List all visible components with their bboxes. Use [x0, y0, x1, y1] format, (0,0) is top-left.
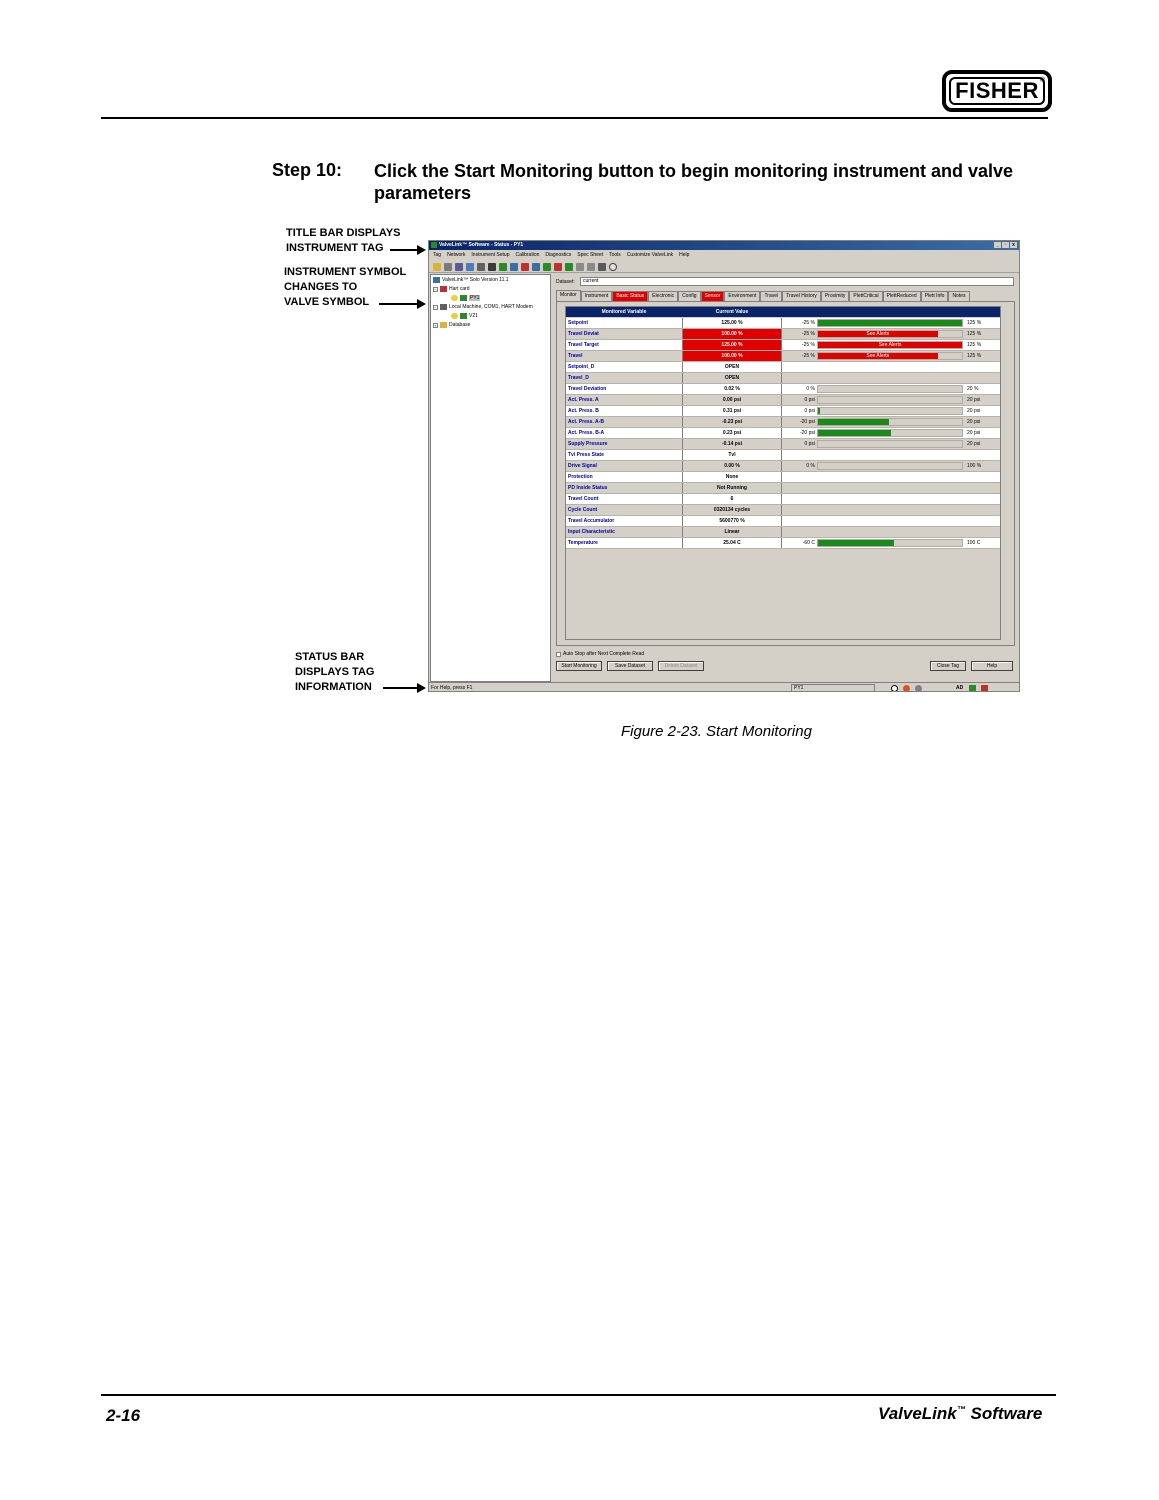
row-range-min: -25 % [801, 320, 815, 326]
table-row [566, 483, 1000, 494]
row-variable-name: Act. Press. B [568, 408, 599, 414]
row-level-fill [818, 419, 889, 425]
tab-plett-reduced[interactable]: PlettReduced [883, 291, 921, 301]
menu-tools[interactable]: Tools [609, 252, 621, 258]
hart-card-icon [440, 286, 447, 292]
status-tag: PY1 [791, 684, 875, 692]
tab-sensor[interactable]: Sensor [701, 291, 725, 301]
callout-arrow [390, 249, 424, 251]
table-row [566, 351, 1000, 362]
row-range-min: -60 C [802, 540, 815, 546]
window-controls [994, 242, 1017, 248]
step-text: Click the Start Monitoring button to begin monitoring instrument and valve parameters [374, 161, 1013, 203]
footer-trademark: ™ [956, 1404, 966, 1415]
computer-icon [433, 277, 440, 283]
row-range-min: 0 psi [804, 441, 815, 447]
callout-status-bar [295, 650, 374, 695]
row-variable-name: PD Inside Status [568, 485, 608, 491]
row-current-value: -0.14 psi [682, 439, 782, 449]
tree-local-machine-label: Local Machine, COM1, HART Modem [449, 304, 533, 310]
row-range-max: 20 psi [967, 419, 981, 425]
menu-spec-sheet[interactable]: Spec Sheet [577, 252, 604, 258]
row-variable-name: Travel Deviation [568, 386, 607, 392]
search-icon[interactable] [532, 263, 540, 271]
row-level-bar [817, 396, 963, 404]
row-alert-text: See Alerts [878, 342, 902, 348]
menu-help[interactable]: Help [679, 252, 690, 258]
tab-environment[interactable]: Environment [724, 291, 760, 301]
tab-config[interactable]: Config [678, 291, 700, 301]
row-level-bar [817, 440, 963, 448]
row-current-value: OPEN [682, 362, 782, 372]
row-variable-name: Supply Pressure [568, 441, 608, 447]
row-variable-name: Act. Press. A [568, 397, 599, 403]
tab-plett-info[interactable]: Plett Info [921, 291, 949, 301]
tree-tag-py1-label: PY1 [470, 295, 480, 301]
tag-tree [430, 274, 551, 682]
tree-tag-py1[interactable] [451, 295, 480, 301]
tab-notes[interactable]: Notes [948, 291, 969, 301]
header-current-value: Current Value [715, 309, 749, 315]
instrument-icon[interactable] [477, 263, 485, 271]
row-level-fill [818, 408, 820, 414]
stopwatch-icon[interactable] [609, 263, 617, 271]
callout-line: STATUS BAR [295, 651, 365, 663]
row-current-value: Tvl [682, 450, 782, 460]
valve-symbol-icon [451, 295, 458, 301]
pencil-icon[interactable] [554, 263, 562, 271]
valve-actuator-icon [460, 313, 467, 319]
close-button[interactable]: x [1010, 242, 1017, 248]
checklist-icon[interactable] [466, 263, 474, 271]
table-row [566, 516, 1000, 527]
window-title: ValveLink™ Software - Status - PY1 [439, 242, 524, 248]
table-row [566, 450, 1000, 461]
tab-travel[interactable]: Travel [760, 291, 782, 301]
dataset-value: current [583, 278, 599, 284]
menu-network[interactable]: Network [447, 252, 466, 258]
instrument-icon [915, 685, 922, 692]
row-level-bar [817, 385, 963, 393]
callout-title-bar [286, 226, 401, 256]
row-range-max: 20 psi [967, 441, 981, 447]
network-icon[interactable] [488, 263, 496, 271]
callout-line: INSTRUMENT TAG [286, 242, 384, 254]
row-variable-name: Travel Count [568, 496, 599, 502]
valvelink-window [428, 240, 1020, 692]
alert-icon [981, 685, 988, 692]
row-level-bar [817, 418, 963, 426]
row-variable-name: Input Characteristic [568, 529, 615, 535]
row-alert-text: See Alerts [866, 353, 890, 359]
header-monitored-variable: Monitored Variable [601, 309, 647, 315]
figure-caption: Figure 2-23. Start Monitoring [621, 723, 812, 740]
tree-root[interactable] [433, 277, 509, 283]
database-icon [440, 322, 447, 328]
row-current-value: 5600770 % [682, 516, 782, 526]
menu-calibration[interactable]: Calibration [515, 252, 540, 258]
callout-line: CHANGES TO [284, 281, 358, 293]
expand-icon[interactable]: + [434, 322, 437, 328]
row-range-min: 0 % [806, 463, 815, 469]
row-level-bar [817, 319, 963, 327]
table-row [566, 439, 1000, 450]
menu-diagnostics[interactable]: Diagnostics [545, 252, 572, 258]
row-range-max: 20 psi [967, 430, 981, 436]
tab-instrument[interactable]: Instrument [581, 291, 613, 301]
open-folder-icon[interactable] [433, 263, 441, 271]
tree-tag-v21-label: V21 [469, 313, 478, 319]
callout-line: INSTRUMENT SYMBOL [284, 266, 407, 278]
row-range-max: 125 % [967, 331, 982, 337]
table-row [566, 538, 1000, 549]
row-variable-name: Travel Accumulator [568, 518, 615, 524]
menu-tag[interactable]: Tag [433, 252, 442, 258]
document-icon[interactable] [444, 263, 452, 271]
tune-icon[interactable] [510, 263, 518, 271]
row-current-value: 100.00 % [682, 351, 782, 361]
row-level-bar [817, 429, 963, 437]
row-variable-name: Setpoint [568, 320, 588, 326]
table-row [566, 461, 1000, 472]
row-range-max: 125 % [967, 342, 982, 348]
row-level-bar [817, 330, 963, 338]
trend-icon[interactable] [565, 263, 573, 271]
dataset-label: Dataset: [556, 279, 575, 285]
row-level-fill [818, 430, 891, 436]
row-variable-name: Cycle Count [568, 507, 598, 513]
row-variable-name: Tvl Press State [568, 452, 604, 458]
row-current-value: 125.00 % [682, 340, 782, 350]
maximize-button[interactable]: ▫ [1002, 242, 1009, 248]
row-current-value: 100.00 % [682, 329, 782, 339]
row-current-value: OPEN [682, 373, 782, 383]
logo-text: FISHER [955, 78, 1039, 103]
valve-icon[interactable] [499, 263, 507, 271]
table-row [566, 428, 1000, 439]
valve-icon [969, 685, 976, 692]
row-range-max: 20 % [967, 386, 979, 392]
row-variable-name: Drive Signal [568, 463, 597, 469]
row-current-value: 0.23 psi [682, 428, 782, 438]
collapse-icon[interactable]: − [434, 286, 437, 292]
row-range-min: -20 psi [799, 419, 815, 425]
collapse-icon[interactable]: − [434, 304, 437, 310]
row-current-value: -0.23 psi [682, 417, 782, 427]
status-panel [553, 274, 1019, 682]
callout-line: DISPLAYS TAG [295, 666, 375, 678]
tab-monitor[interactable]: Monitor [556, 290, 581, 301]
row-range-max: 125 % [967, 320, 982, 326]
table-row [566, 472, 1000, 483]
tree-hart-card-label: Hart card [449, 286, 470, 292]
table-row [566, 494, 1000, 505]
row-variable-name: Travel Deviat [568, 331, 599, 337]
table-row [566, 395, 1000, 406]
tab-basic-status[interactable]: Basic Status [612, 291, 648, 301]
row-range-max: 20 psi [967, 397, 981, 403]
callout-line: VALVE SYMBOL [284, 296, 370, 308]
tab-strip [556, 291, 970, 301]
tree-database[interactable] [433, 322, 470, 328]
row-range-min: 0 psi [804, 397, 815, 403]
monitor-tab-body [556, 301, 1015, 646]
row-range-max: 100 C [967, 540, 981, 546]
row-level-fill [818, 320, 962, 326]
row-range-max: 125 % [967, 353, 982, 359]
auto-stop-option[interactable] [556, 651, 644, 657]
table-row [566, 417, 1000, 428]
table-row [566, 340, 1000, 351]
footer-title-suffix: Software [970, 1404, 1043, 1423]
row-current-value: 0.00 % [682, 461, 782, 471]
table-row [566, 362, 1000, 373]
row-range-max: 20 psi [967, 408, 981, 414]
row-range-max: 100 % [967, 463, 982, 469]
top-rule [101, 117, 1048, 119]
tab-plett-critical[interactable]: PlettCritical [849, 291, 882, 301]
row-level-bar [817, 407, 963, 415]
row-variable-name: Travel Target [568, 342, 599, 348]
row-variable-name: Setpoint_D [568, 364, 595, 370]
menu-bar [429, 251, 1019, 260]
row-range-min: 0 % [806, 386, 815, 392]
row-current-value: Not Running [682, 483, 782, 493]
app-icon [431, 242, 437, 248]
row-range-min: -25 % [801, 342, 815, 348]
table-row [566, 406, 1000, 417]
row-current-value: Linear [682, 527, 782, 537]
row-current-value: 6 [682, 494, 782, 504]
row-variable-name: Temperature [568, 540, 598, 546]
callout-arrow [383, 687, 424, 689]
callout-arrow [379, 303, 424, 305]
footer-title [878, 1404, 1042, 1424]
modem-icon [440, 304, 447, 310]
row-variable-name: Protection [568, 474, 593, 480]
window-title-bar [429, 241, 1019, 250]
print-icon[interactable] [455, 263, 463, 271]
row-level-bar [817, 352, 963, 360]
status-ad: AD [956, 685, 964, 691]
row-level-bar [817, 341, 963, 349]
delete-dataset-button[interactable]: Delete Dataset [658, 661, 704, 671]
row-current-value: 25.04 C [682, 538, 782, 548]
row-range-min: -25 % [801, 353, 815, 359]
callout-line: INFORMATION [295, 681, 372, 693]
diagnostic-icon[interactable] [521, 263, 529, 271]
row-alert-text: See Alerts [866, 331, 890, 337]
tree-tag-v21[interactable] [451, 313, 478, 319]
status-help-text: For Help, press F1 [431, 685, 473, 691]
row-variable-name: Travel [568, 353, 583, 359]
tab-electronic[interactable]: Electronic [648, 291, 678, 301]
auto-stop-label: Auto Stop after Next Complete Read [563, 651, 645, 657]
row-variable-name: Travel_D [568, 375, 589, 381]
dataset-select[interactable] [580, 277, 1014, 286]
tools-icon[interactable] [598, 263, 606, 271]
save-dataset-button[interactable]: Save Dataset [607, 661, 653, 671]
row-current-value: 0320134 cycles [682, 505, 782, 515]
status-light-icon [903, 685, 910, 692]
row-current-value: 125.00 % [682, 318, 782, 328]
row-range-min: -20 psi [799, 430, 815, 436]
table-row [566, 373, 1000, 384]
page-number: 2-16 [106, 1406, 141, 1425]
tree-hart-card[interactable] [433, 286, 470, 292]
calibrate-icon[interactable] [543, 263, 551, 271]
table-row [566, 318, 1000, 329]
row-variable-name: Act. Press. A-B [568, 419, 604, 425]
bottom-rule [101, 1394, 1056, 1396]
help-button[interactable]: Help [971, 661, 1013, 671]
close-tag-button[interactable]: Close Tag [930, 661, 966, 671]
auto-stop-checkbox[interactable] [556, 652, 561, 657]
valve-symbol-icon [451, 313, 458, 319]
table-row [566, 505, 1000, 516]
callout-line: TITLE BAR DISPLAYS [286, 227, 401, 239]
row-current-value: 0.02 % [682, 384, 782, 394]
tree-local-machine[interactable] [433, 304, 533, 310]
table-row [566, 384, 1000, 395]
tree-root-label: ValveLink™ Solo Version 11.1 [442, 277, 509, 283]
row-level-fill [818, 540, 894, 546]
menu-customize[interactable]: Customize ValveLink [626, 252, 674, 258]
toolbar [429, 261, 1019, 273]
menu-instrument-setup[interactable]: Instrument Setup [471, 252, 510, 258]
row-range-min: 0 psi [804, 408, 815, 414]
monitor-grid [565, 306, 1001, 640]
logo-registered-mark: ® [1039, 77, 1045, 84]
grid-icon[interactable] [576, 263, 584, 271]
tab-travel-history[interactable]: Travel History [782, 291, 821, 301]
table-row [566, 527, 1000, 538]
tab-proximity[interactable]: Proximity [821, 291, 850, 301]
edit-icon[interactable] [587, 263, 595, 271]
grid-header [566, 307, 1000, 317]
row-level-bar [817, 462, 963, 470]
row-current-value: None [682, 472, 782, 482]
step-label: Step 10: [272, 160, 343, 180]
valve-actuator-icon [460, 295, 467, 301]
minimize-button[interactable]: _ [994, 242, 1001, 248]
tree-database-label: Database [449, 322, 471, 328]
row-level-bar [817, 539, 963, 547]
row-variable-name: Act. Press. B-A [568, 430, 605, 436]
row-range-min: -25 % [801, 331, 815, 337]
start-monitoring-button[interactable]: Start Monitoring [556, 661, 602, 671]
row-current-value: 0.31 psi [682, 406, 782, 416]
row-current-value: 0.00 psi [682, 395, 782, 405]
fisher-logo [942, 70, 1052, 112]
status-bar [429, 682, 1019, 692]
table-row [566, 329, 1000, 340]
stopwatch-icon [891, 685, 898, 692]
footer-title-name: ValveLink [878, 1404, 957, 1423]
